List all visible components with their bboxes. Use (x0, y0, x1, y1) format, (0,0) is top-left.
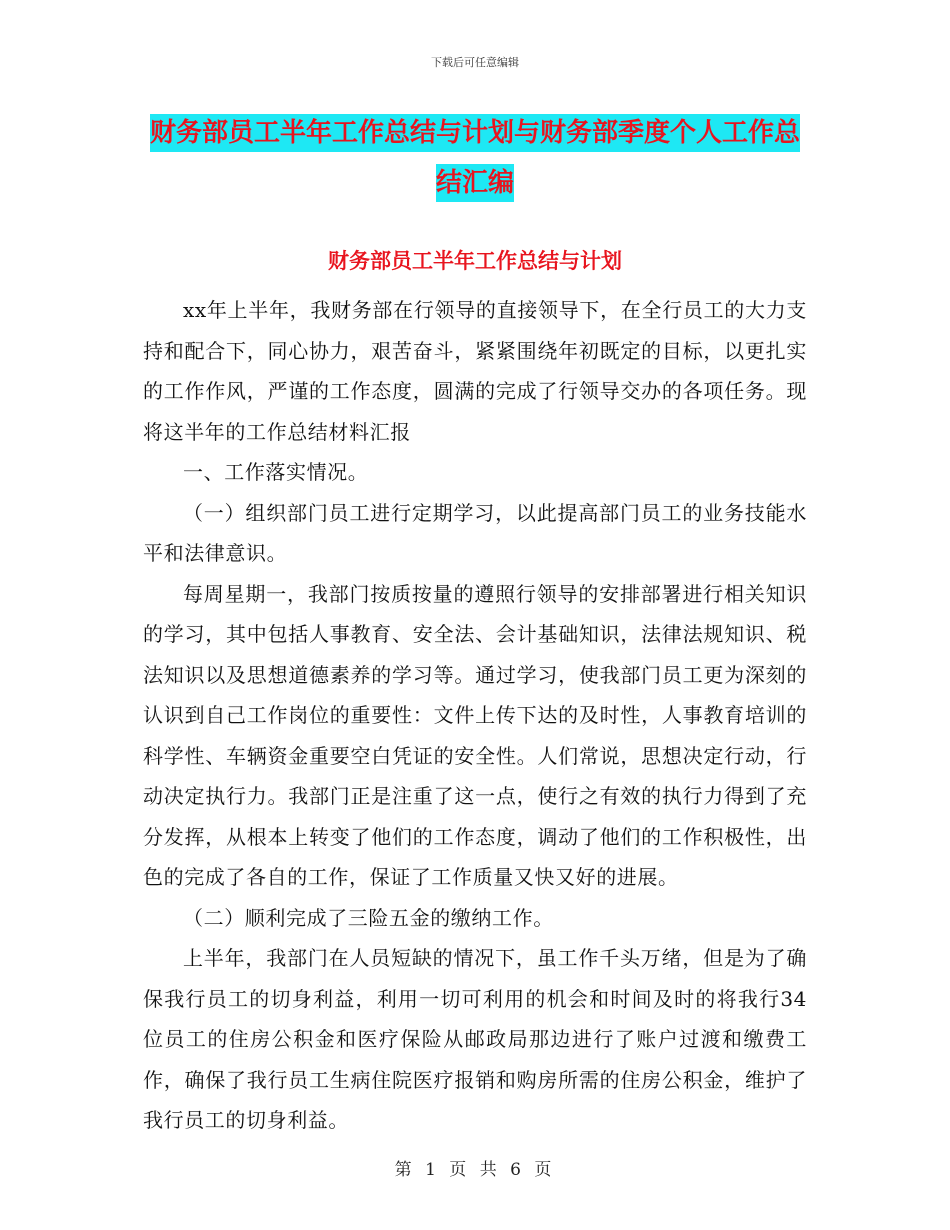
section-title: 财务部员工半年工作总结与计划 (328, 249, 622, 273)
heading-work-status: 一、工作落实情况。 (183, 460, 369, 484)
paragraph-intro: xx年上半年，我财务部在行领导的直接领导下，在全行员工的大力支持和配合下，同心协力，艰苦奋斗，紧紧围绕年初既定的目标，以更扎实的工作作风，严谨的工作态度，圆满的完成了行领导交办的各项任务。现将这半年的工作总结材料汇报 (143, 298, 807, 444)
subheading-insurance: （二）顺利完成了三险五金的缴纳工作。 (183, 905, 554, 930)
subheading-study: （一）组织部门员工进行定期学习，以此提高部门员工的业务技能水平和法律意识。 (143, 500, 807, 565)
page-number: 第 1 页 共 6 页 (394, 1160, 556, 1180)
header-note: 下载后可任意编辑 (431, 56, 519, 69)
paragraph-insurance: 上半年，我部门在人员短缺的情况下，虽工作千头万绪，但是为了确保我行员工的切身利益，利用一切可利用的机会和时间及时的将我行34位员工的住房公积金和医疗保险从邮政局那边进行了账户过渡和缴费工作，确保了我行员工生病住院医疗报销和购房所需的住房公积金，维护了我行员工的切身利益。 (143, 946, 807, 1132)
document-title (140, 108, 810, 208)
document-body (143, 290, 807, 1141)
paragraph-study: 每周星期一，我部门按质按量的遵照行领导的安排部署进行相关知识的学习，其中包括人事教育、安全法、会计基础知识，法律法规知识、税法知识以及思想道德素养的学习等。通过学习，使我部门员工更为深刻的认识到自己工作岗位的重要性：文件上传下达的及时性，人事教育培训的科学性、车辆资金重要空白凭证的安全性。人们常说，思想决定行动，行动决定执行力。我部门正是注重了这一点，使行之有效的执行力得到了充分发挥，从根本上转变了他们的工作态度，调动了他们的工作积极性，出色的完成了各自的工作，保证了工作质量又快又好的进展。 (143, 581, 807, 889)
document-title-text: 财务部员工半年工作总结与计划与财务部季度个人工作总结汇编 (150, 114, 800, 202)
